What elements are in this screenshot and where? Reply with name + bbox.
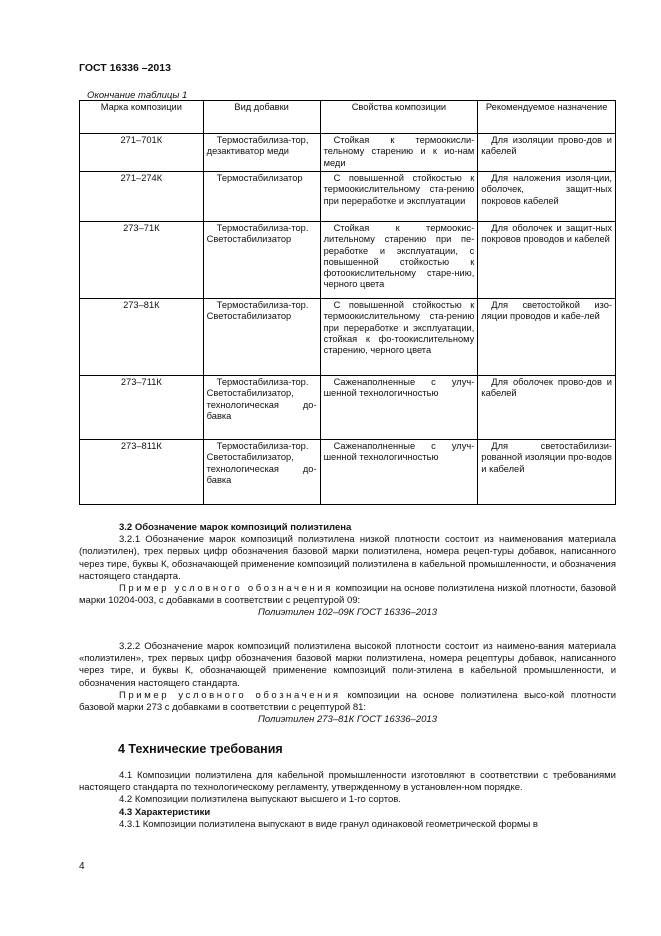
column-header: Марка композиции bbox=[80, 101, 204, 134]
cell-additive: Термостабилиза-тор, дезактиватор меди bbox=[203, 134, 320, 172]
cell-properties: С повышенной стойкостью к термоокислительному ста-рению при переработке и эксплуатации bbox=[320, 172, 478, 222]
cell-additive: Термостабилиза-тор. Светостабилизатор bbox=[203, 222, 320, 299]
page-number: 4 bbox=[79, 861, 85, 872]
subsection-4-3-title: 4.3 Характеристики bbox=[119, 806, 211, 818]
cell-mark: 271–274К bbox=[80, 172, 204, 222]
example-2-code: Полиэтилен 273–81К ГОСТ 16336–2013 bbox=[258, 714, 437, 726]
cell-properties: Стойкая к термоокисли-тельному старению и к ио-нам меди bbox=[320, 134, 478, 172]
table-row bbox=[80, 376, 616, 440]
cell-mark: 273–81К bbox=[80, 299, 204, 376]
cell-additive: Термостабилиза-тор. Светостабилизатор, технологическая до-бавка bbox=[203, 376, 320, 440]
example-1-code: Полиэтилен 102–09К ГОСТ 16336–2013 bbox=[258, 607, 437, 619]
cell-properties: Саженаполненные с улуч-шенной технологичностью bbox=[320, 440, 478, 505]
column-header: Рекомендуемое назначение bbox=[478, 101, 616, 134]
example-text: композиции на основе полиэтилена низкой плотности, базовой марки 10204-003, с добавками в соответствии с рецептурой 09: bbox=[79, 583, 617, 607]
example-2 bbox=[79, 690, 616, 714]
example-label: Пример условного обозначения bbox=[119, 689, 341, 701]
cell-purpose: Для наложения изоля-ции, оболочек, защит-ных покровов кабелей bbox=[478, 172, 616, 222]
paragraph-4-1: 4.1 Композиции полиэтилена для кабельной промышленности изготовляют в соответствии с требованиями настоящего стандарта по технологическому регламенту, утвержденному в установлен-ном порядке. bbox=[79, 770, 616, 794]
section-3-2-title: 3.2 Обозначение марок композиций полиэтилена bbox=[119, 522, 352, 533]
section-4 bbox=[79, 770, 616, 831]
cell-mark: 273–711К bbox=[80, 376, 204, 440]
paragraph-3-2-2: 3.2.2 Обозначение марок композиций полиэтилена высокой плотности состоит из наимено-вания материала «полиэтилен», трех первых цифр обозначения базовой марки полиэтилена, номера рецептуры добавок, написанного через тире, и буквы К, обозначающей применение композиций поли-этилена в кабельной промышленности, и обозначения настоящего стандарта. bbox=[79, 641, 616, 689]
section-3-2-2 bbox=[79, 641, 616, 726]
cell-additive: Термостабилизатор bbox=[203, 172, 320, 222]
cell-properties: С повышенной стойкостью к термоокислительному ста-рению при переработке и эксплуатации, стойкая к фо-тоокислительному старению, черного цвета bbox=[320, 299, 478, 376]
table-row bbox=[80, 299, 616, 376]
cell-purpose: Для светостабилизи-рованной изоляции про-водов и кабелей bbox=[478, 440, 616, 505]
paragraph-3-2-1: 3.2.1 Обозначение марок композиций полиэтилена низкой плотности состоит из наименования материала (полиэтилен), трех первых цифр обозначения базовой марки полиэтилена, номера рецеп-туры добавок, написанного через тире, буквы К, обозначающей применение композиций полиэтилена в кабельной промышленности, и обозначения настоящего стандарта. bbox=[79, 534, 616, 582]
table-header-row bbox=[80, 101, 616, 134]
section-4-title: 4 Технические требования bbox=[118, 742, 283, 756]
example-text: композиции на основе полиэтилена высо-кой плотности базовой марки 273 с добавками в соответствии с рецептурой 81: bbox=[79, 689, 617, 714]
cell-purpose: Для изоляции прово-дов и кабелей bbox=[478, 134, 616, 172]
table-caption: Окончание таблицы 1 bbox=[87, 90, 188, 101]
cell-additive: Термостабилиза-тор. Светостабилизатор bbox=[203, 299, 320, 376]
cell-properties: Стойкая к термоокис-лительному старению при пе-реработке и эксплуатации, с повышенной стойкостью к фотоокислительному старе-нию, черного цвета bbox=[320, 222, 478, 299]
column-header: Вид добавки bbox=[203, 101, 320, 134]
standard-header: ГОСТ 16336 –2013 bbox=[79, 62, 171, 74]
cell-mark: 273–71К bbox=[80, 222, 204, 299]
cell-additive: Термостабилиза-тор. Светостабилизатор, технологическая до-бавка bbox=[203, 440, 320, 505]
cell-mark: 271–701К bbox=[80, 134, 204, 172]
example-1 bbox=[79, 583, 616, 607]
cell-mark: 273–811К bbox=[80, 440, 204, 505]
cell-purpose: Для светостойкой изо-ляции проводов и кабе-лей bbox=[478, 299, 616, 376]
example-label: Пример условного обозначения bbox=[119, 583, 333, 595]
table-row bbox=[80, 222, 616, 299]
paragraph-4-2: 4.2 Композиции полиэтилена выпускают высшего и 1-го сортов. bbox=[119, 794, 401, 806]
section-3-2 bbox=[79, 522, 616, 620]
paragraph-4-3-1: 4.3.1 Композиции полиэтилена выпускают в виде гранул одинаковой геометрической формы в bbox=[119, 818, 538, 830]
column-header: Свойства композиции bbox=[320, 101, 478, 134]
table-row bbox=[80, 440, 616, 505]
cell-purpose: Для оболочек прово-дов и кабелей bbox=[478, 376, 616, 440]
cell-properties: Саженаполненные с улуч-шенной технологичностью bbox=[320, 376, 478, 440]
additives-table bbox=[79, 100, 616, 505]
cell-purpose: Для оболочек и защит-ных покровов проводов и кабелей bbox=[478, 222, 616, 299]
table-row bbox=[80, 134, 616, 172]
table-row bbox=[80, 172, 616, 222]
